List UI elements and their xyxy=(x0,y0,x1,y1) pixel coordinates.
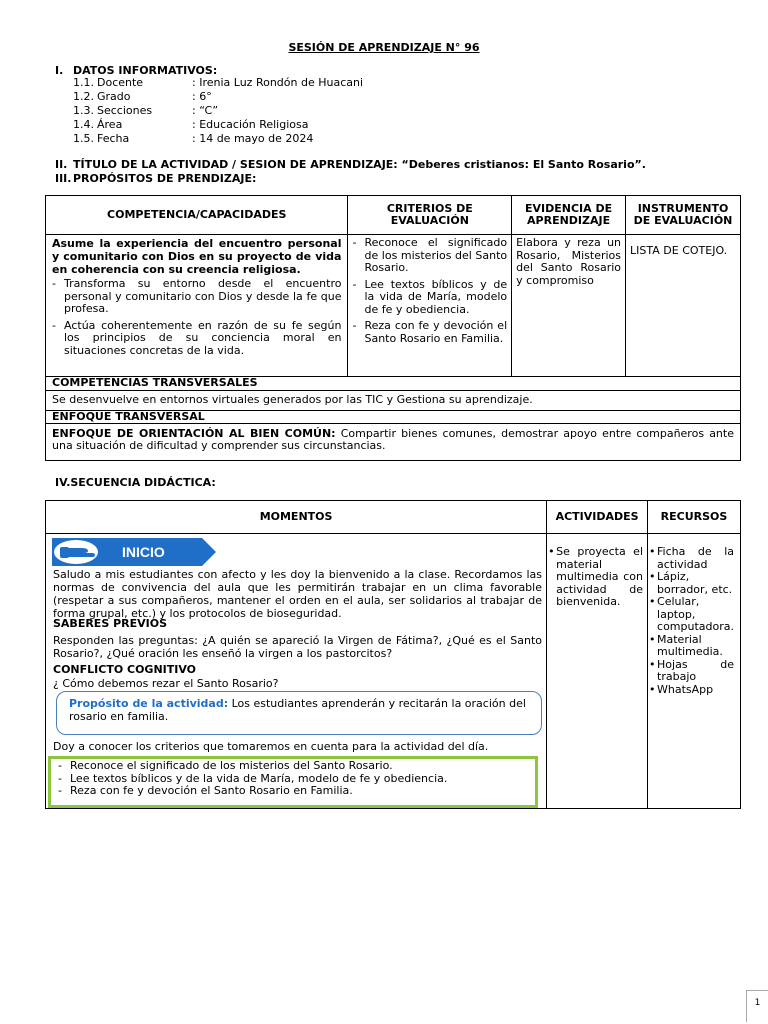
info-number: 1.1. xyxy=(73,76,94,89)
inicio-label: INICIO xyxy=(122,544,165,560)
actividades-cell xyxy=(547,534,648,809)
info-value: : “C” xyxy=(192,104,219,117)
section-3-heading xyxy=(55,172,256,185)
section-2-label: TÍTULO DE LA ACTIVIDAD / SESION DE APRENDIZAJE: “Deberes cristianos: El Santo Rosario”. xyxy=(73,158,646,171)
list-item: • Hojas de trabajo xyxy=(649,659,734,684)
info-value: : Educación Religiosa xyxy=(192,118,309,131)
competencia-text: Asume la experiencia del encuentro personal y comunitario con Dios en su proyecto de vida en coherencia con su creencia religiosa. xyxy=(52,237,342,276)
instrumento-cell xyxy=(626,235,741,377)
saberes-header: SABERES PREVIOS xyxy=(53,617,167,630)
transversales-header: COMPETENCIAS TRANSVERSALES xyxy=(46,377,741,391)
evidencia-cell: Elabora y reza un Rosario, Misterios del Santo Rosario y compromiso xyxy=(512,235,626,377)
proposito-label: Propósito de la actividad: xyxy=(69,697,229,710)
info-number: 1.3. xyxy=(73,104,94,117)
section-1-number: I. xyxy=(55,64,64,77)
list-item: - Lee textos bíblicos y de la vida de María, modelo de fe y obediencia. xyxy=(58,773,535,786)
list-item: - Lee textos bíblicos y de la vida de María, modelo de fe y obediencia. xyxy=(352,279,507,317)
info-row-docente xyxy=(73,76,363,90)
actividades-list xyxy=(548,546,643,609)
criterios-box xyxy=(48,756,538,808)
criterios-list xyxy=(352,237,507,345)
list-item: - Transforma su entorno desde el encuentro personal y comunitario con Dios y desde la fe que profesa. xyxy=(52,278,341,316)
list-item: • Ficha de la actividad xyxy=(649,546,734,571)
section-2-heading xyxy=(55,158,755,171)
info-number: 1.5. xyxy=(73,132,94,145)
list-item: • WhatsApp xyxy=(649,684,734,697)
info-number: 1.4. xyxy=(73,118,94,131)
info-row-area xyxy=(73,118,308,132)
info-row-fecha xyxy=(73,132,313,146)
conflicto-header: CONFLICTO COGNITIVO xyxy=(53,663,197,676)
section-3-number: III. xyxy=(55,172,72,185)
list-item: • Se proyecta el material multimedia con actividad de bienvenida. xyxy=(548,546,643,609)
enfoque-cell xyxy=(46,423,741,460)
section-4-heading xyxy=(55,476,216,489)
header-instrumento: INSTRUMENTO DE EVALUACIÓN xyxy=(626,196,741,235)
transversales-text: Se desenvuelve en entornos virtuales generados por las TIC y Gestiona su aprendizaje. xyxy=(46,391,741,411)
info-value: : 6° xyxy=(192,90,212,103)
list-item: - Reconoce el significado de los misterios del Santo Rosario. xyxy=(352,237,507,275)
header-recursos: RECURSOS xyxy=(648,501,741,534)
info-row-secciones xyxy=(73,104,218,118)
criterios-box-list xyxy=(58,760,535,798)
intro-text: Saludo a mis estudiantes con afecto y les doy la bienvenido a la clase. Recordamos las normas de convivencia del aula que les permitirán trabajar en un clima favorable (respetar a sus compañeros, mantener el orden en el aula, ser solidarios al trabajar de forma grupal, etc.) y los protocolos de bioseguridad. xyxy=(53,568,542,620)
info-label: Fecha xyxy=(97,132,130,145)
conflicto-text: ¿ Cómo debemos rezar el Santo Rosario? xyxy=(53,677,279,690)
section-1-label: DATOS INFORMATIVOS: xyxy=(73,64,218,77)
info-label: Área xyxy=(97,118,123,131)
section-4-number: IV. xyxy=(55,476,71,489)
saberes-text: Responden las preguntas: ¿A quién se apareció la Virgen de Fátima?, ¿Qué es el Santo Rosario?, ¿Qué oración les enseñó la virgen a los pastorcitos? xyxy=(53,634,542,660)
section-4-label: SECUENCIA DIDÁCTICA: xyxy=(70,476,216,489)
list-item: • Celular, laptop, computadora. xyxy=(649,596,734,634)
instrumento-text: LISTA DE COTEJO. xyxy=(630,244,728,257)
proposito-box xyxy=(56,691,542,735)
capacidades-list xyxy=(52,278,341,357)
info-label: Docente xyxy=(97,76,144,89)
section-3-label: PROPÓSITOS DE PRENDIZAJE: xyxy=(73,172,257,185)
proposito-text: Los estudiantes aprenderán y recitarán la oración del rosario en familia. xyxy=(69,697,526,723)
enfoque-text: Compartir bienes comunes, demostrar apoyo entre compañeros ante una situación de dificultad y comprender sus circunstancias. xyxy=(52,426,734,452)
header-criterios: CRITERIOS DE EVALUACIÓN xyxy=(348,196,512,235)
header-competencia: COMPETENCIA/CAPACIDADES xyxy=(46,196,348,235)
info-row-grado xyxy=(73,90,212,104)
criterios-cell xyxy=(348,235,512,377)
recursos-list xyxy=(649,546,734,696)
proposito-content xyxy=(69,697,535,723)
list-item: - Actúa coherentemente en razón de su fe según los principios de su conciencia moral en situaciones concretas de la vida. xyxy=(52,320,341,358)
section-2-number: II. xyxy=(55,158,68,171)
info-value: : 14 de mayo de 2024 xyxy=(192,132,314,145)
header-momentos: MOMENTOS xyxy=(46,501,547,534)
inicio-banner xyxy=(52,538,216,566)
info-value: : Irenia Luz Rondón de Huacani xyxy=(192,76,364,89)
list-item: - Reza con fe y devoción el Santo Rosario en Familia. xyxy=(352,320,507,345)
list-item: • Lápiz, borrador, etc. xyxy=(649,571,734,596)
competencia-cell xyxy=(46,235,348,377)
header-actividades: ACTIVIDADES xyxy=(547,501,648,534)
info-label: Grado xyxy=(97,90,131,103)
page-number: 1 xyxy=(746,990,768,1022)
list-item: • Material multimedia. xyxy=(649,634,734,659)
recursos-cell xyxy=(648,534,741,809)
enfoque-header: ENFOQUE TRANSVERSAL xyxy=(46,410,741,423)
list-item: - Reconoce el significado de los misterios del Santo Rosario. xyxy=(58,760,535,773)
enfoque-label: ENFOQUE DE ORIENTACIÓN AL BIEN COMÚN: xyxy=(52,426,336,440)
list-item: - Reza con fe y devoción el Santo Rosario en Familia. xyxy=(58,785,535,798)
header-evidencia: EVIDENCIA DE APRENDIZAJE xyxy=(512,196,626,235)
pointing-hand-icon xyxy=(58,542,98,562)
info-label: Secciones xyxy=(97,104,153,117)
page-title: SESIÓN DE APRENDIZAJE N° 96 xyxy=(288,41,480,54)
purposes-table xyxy=(45,195,741,461)
info-number: 1.2. xyxy=(73,90,94,103)
criterios-intro: Doy a conocer los criterios que tomaremos en cuenta para la actividad del día. xyxy=(53,740,489,753)
